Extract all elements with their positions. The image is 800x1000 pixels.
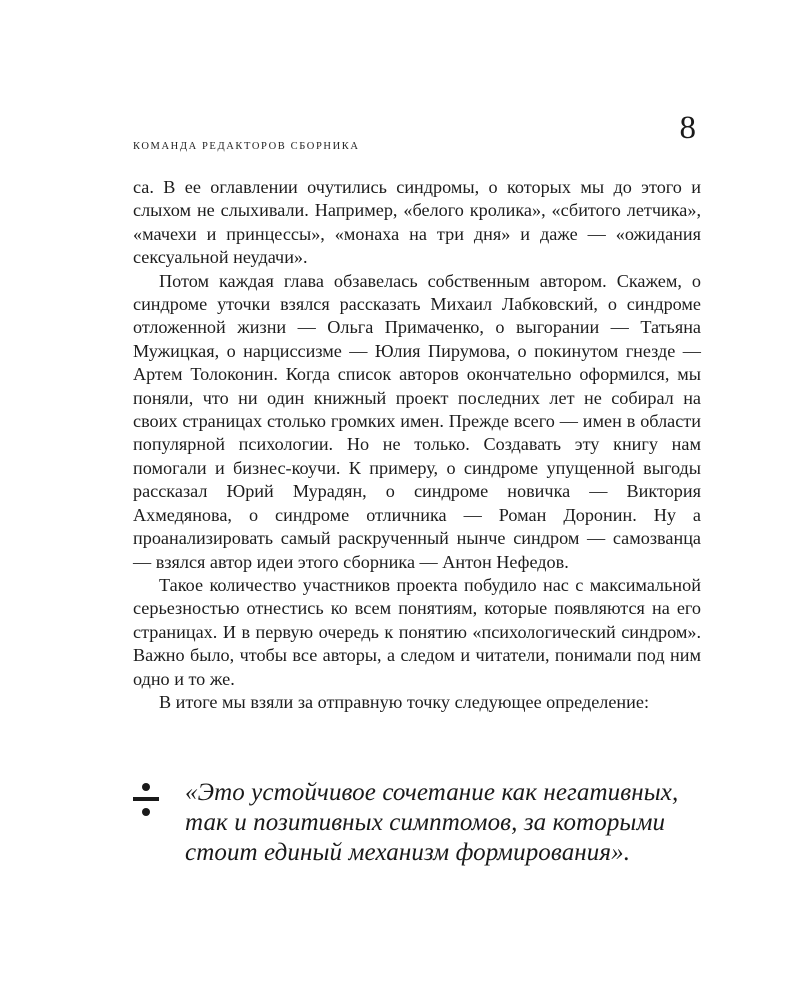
running-head: КОМАНДА РЕДАКТОРОВ СБОРНИКА [133, 141, 360, 152]
body-text [133, 176, 701, 714]
paragraph: В итоге мы взяли за отправную точку следующее определение: [159, 691, 650, 712]
quote-text: «Это устойчивое сочетание как негативных, так и позитивных симптомов, за которыми стоит единый механизм формирования». [185, 779, 679, 866]
divide-icon [133, 782, 159, 818]
paragraph: Потом каждая глава обзавелась собственным автором. Скажем, о синдроме уточки взялся рассказать Михаил Лабковский, о синдроме отложенной жизни — Ольга Примаченко, о выгорании — Татьяна Мужицкая, о нарциссизме — Юлия Пирумова, о покинутом гнезде — Артем Толоконин. Когда список авторов окончательно оформился, мы поняли, что ни один книжный проект последних лет не собирал на своих страницах столько громких имен. Прежде всего — имен в области популярной психологии. Но не только. Создавать эту книгу нам помогали и бизнес-коучи. К примеру, о синдроме упущенной выгоды рассказал Юрий Мурадян, о синдроме новичка — Виктория Ахмедянова, о синдроме отличника — Роман Доронин. Ну а проанализировать самый раскрученный нынче синдром — самозванца — взялся автор идеи этого сборника — Антон Нефедов. [133, 270, 701, 572]
paragraph: Такое количество участников проекта побудило нас с максимальной серьезностью отнестись ко всем понятиям, которые появляются на его страницах. И в первую очередь к понятию «психологический синдром». Важно было, чтобы все авторы, а следом и читатели, понимали под ним одно и то же. [133, 574, 701, 689]
paragraph: са. В ее оглавлении очутились синдромы, о которых мы до этого и слыхом не слыхивали. Например, «белого кролика», «сбитого летчика», «мачехи и принцессы», «монаха на три дня» и даже — «ожидания сексуальной неудачи». [133, 177, 701, 268]
page-number: 8 [679, 110, 696, 146]
